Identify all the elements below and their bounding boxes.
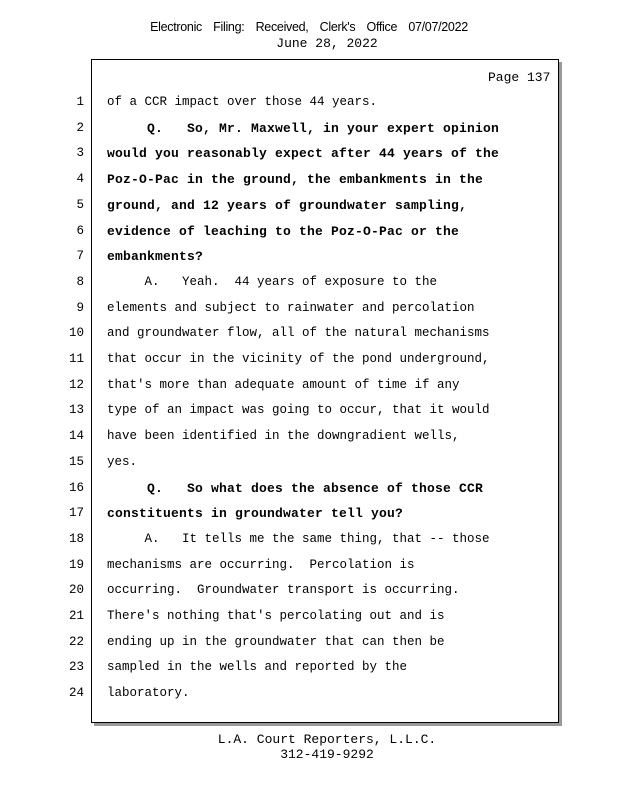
line-number: 14	[68, 429, 84, 444]
line-number: 22	[68, 634, 84, 649]
transcript-line	[0, 378, 618, 403]
line-number: 7	[76, 249, 84, 264]
transcript-line	[0, 146, 618, 171]
transcript-line	[0, 558, 618, 583]
transcript-line	[0, 506, 618, 531]
line-text: embankments?	[107, 249, 204, 265]
transcript-line	[0, 121, 618, 146]
line-number: 18	[68, 531, 84, 546]
line-number: 5	[76, 197, 84, 212]
transcript-line	[0, 224, 618, 249]
transcript-line	[0, 403, 618, 428]
line-number: 1	[76, 95, 84, 109]
line-text: constituents in groundwater tell you?	[107, 506, 404, 522]
line-text: ending up in the groundwater that can then be	[107, 634, 445, 649]
transcript-date: June 28, 2022	[276, 36, 378, 51]
line-number: 6	[76, 223, 84, 238]
transcript-line	[0, 326, 618, 351]
line-number: 4	[76, 172, 84, 187]
transcript-line	[0, 249, 618, 274]
line-text: Q. So, Mr. Maxwell, in your expert opinion	[107, 120, 500, 136]
line-number: 10	[68, 326, 84, 341]
line-number: 16	[68, 480, 84, 495]
line-number: 3	[76, 146, 84, 161]
line-number: 11	[68, 352, 84, 366]
line-number: 20	[68, 583, 84, 598]
line-text: occurring. Groundwater transport is occurring.	[107, 583, 460, 598]
transcript-line	[0, 686, 618, 711]
line-text: Q. So what does the absence of those CCR	[107, 480, 484, 496]
line-text: that's more than adequate amount of time if any	[107, 377, 460, 392]
line-text: and groundwater flow, all of the natural mechanisms	[107, 326, 490, 341]
line-text: There's nothing that's percolating out and is	[107, 609, 445, 623]
line-text: laboratory.	[107, 686, 190, 701]
line-text: have been identified in the downgradient wells,	[107, 429, 460, 444]
line-number: 9	[76, 300, 84, 315]
transcript-line	[0, 275, 618, 300]
line-number: 19	[68, 557, 84, 572]
transcript-line	[0, 481, 618, 506]
line-text: ground, and 12 years of groundwater sampling,	[107, 197, 468, 213]
page-number: Page 137	[488, 70, 551, 85]
transcript-line	[0, 429, 618, 454]
line-text: would you reasonably expect after 44 years of the	[107, 146, 500, 162]
line-text: A. Yeah. 44 years of exposure to the	[107, 274, 438, 289]
line-number: 23	[68, 660, 84, 675]
line-text: sampled in the wells and reported by the	[107, 660, 408, 675]
line-number: 24	[68, 686, 84, 701]
filing-stamp: Electronic Filing: Received, Clerk's Office 07/07/2022	[150, 20, 468, 34]
transcript-line	[0, 583, 618, 608]
line-text: yes.	[107, 454, 138, 469]
court-reporter-footer	[0, 732, 618, 762]
line-text: mechanisms are occurring. Percolation is	[107, 557, 415, 572]
line-number: 2	[76, 120, 84, 135]
transcript-line	[0, 301, 618, 326]
line-text: that occur in the vicinity of the pond underground,	[107, 352, 490, 366]
transcript-line	[0, 352, 618, 377]
transcript-line	[0, 660, 618, 685]
reporter-name: L.A. Court Reporters, L.L.C.	[217, 732, 437, 747]
transcript-line	[0, 532, 618, 557]
line-number: 12	[68, 377, 84, 392]
line-number: 17	[68, 506, 84, 521]
line-text: of a CCR impact over those 44 years.	[107, 95, 378, 109]
line-number: 15	[68, 454, 84, 469]
line-text: A. It tells me the same thing, that -- those	[107, 531, 490, 546]
transcript-line	[0, 455, 618, 480]
line-number: 13	[68, 403, 84, 418]
line-text: elements and subject to rainwater and percolation	[107, 300, 475, 315]
line-text: evidence of leaching to the Poz-O-Pac or the	[107, 223, 460, 239]
line-number: 21	[68, 609, 84, 623]
transcript-line	[0, 635, 618, 660]
transcript-line	[0, 198, 618, 223]
transcript-line	[0, 95, 618, 120]
reporter-phone: 312-419-9292	[280, 747, 374, 762]
line-number: 8	[76, 274, 84, 289]
transcript-line	[0, 172, 618, 197]
transcript-line	[0, 609, 618, 634]
line-text: Poz-O-Pac in the ground, the embankments in the	[107, 172, 484, 188]
line-text: type of an impact was going to occur, that it would	[107, 403, 490, 418]
